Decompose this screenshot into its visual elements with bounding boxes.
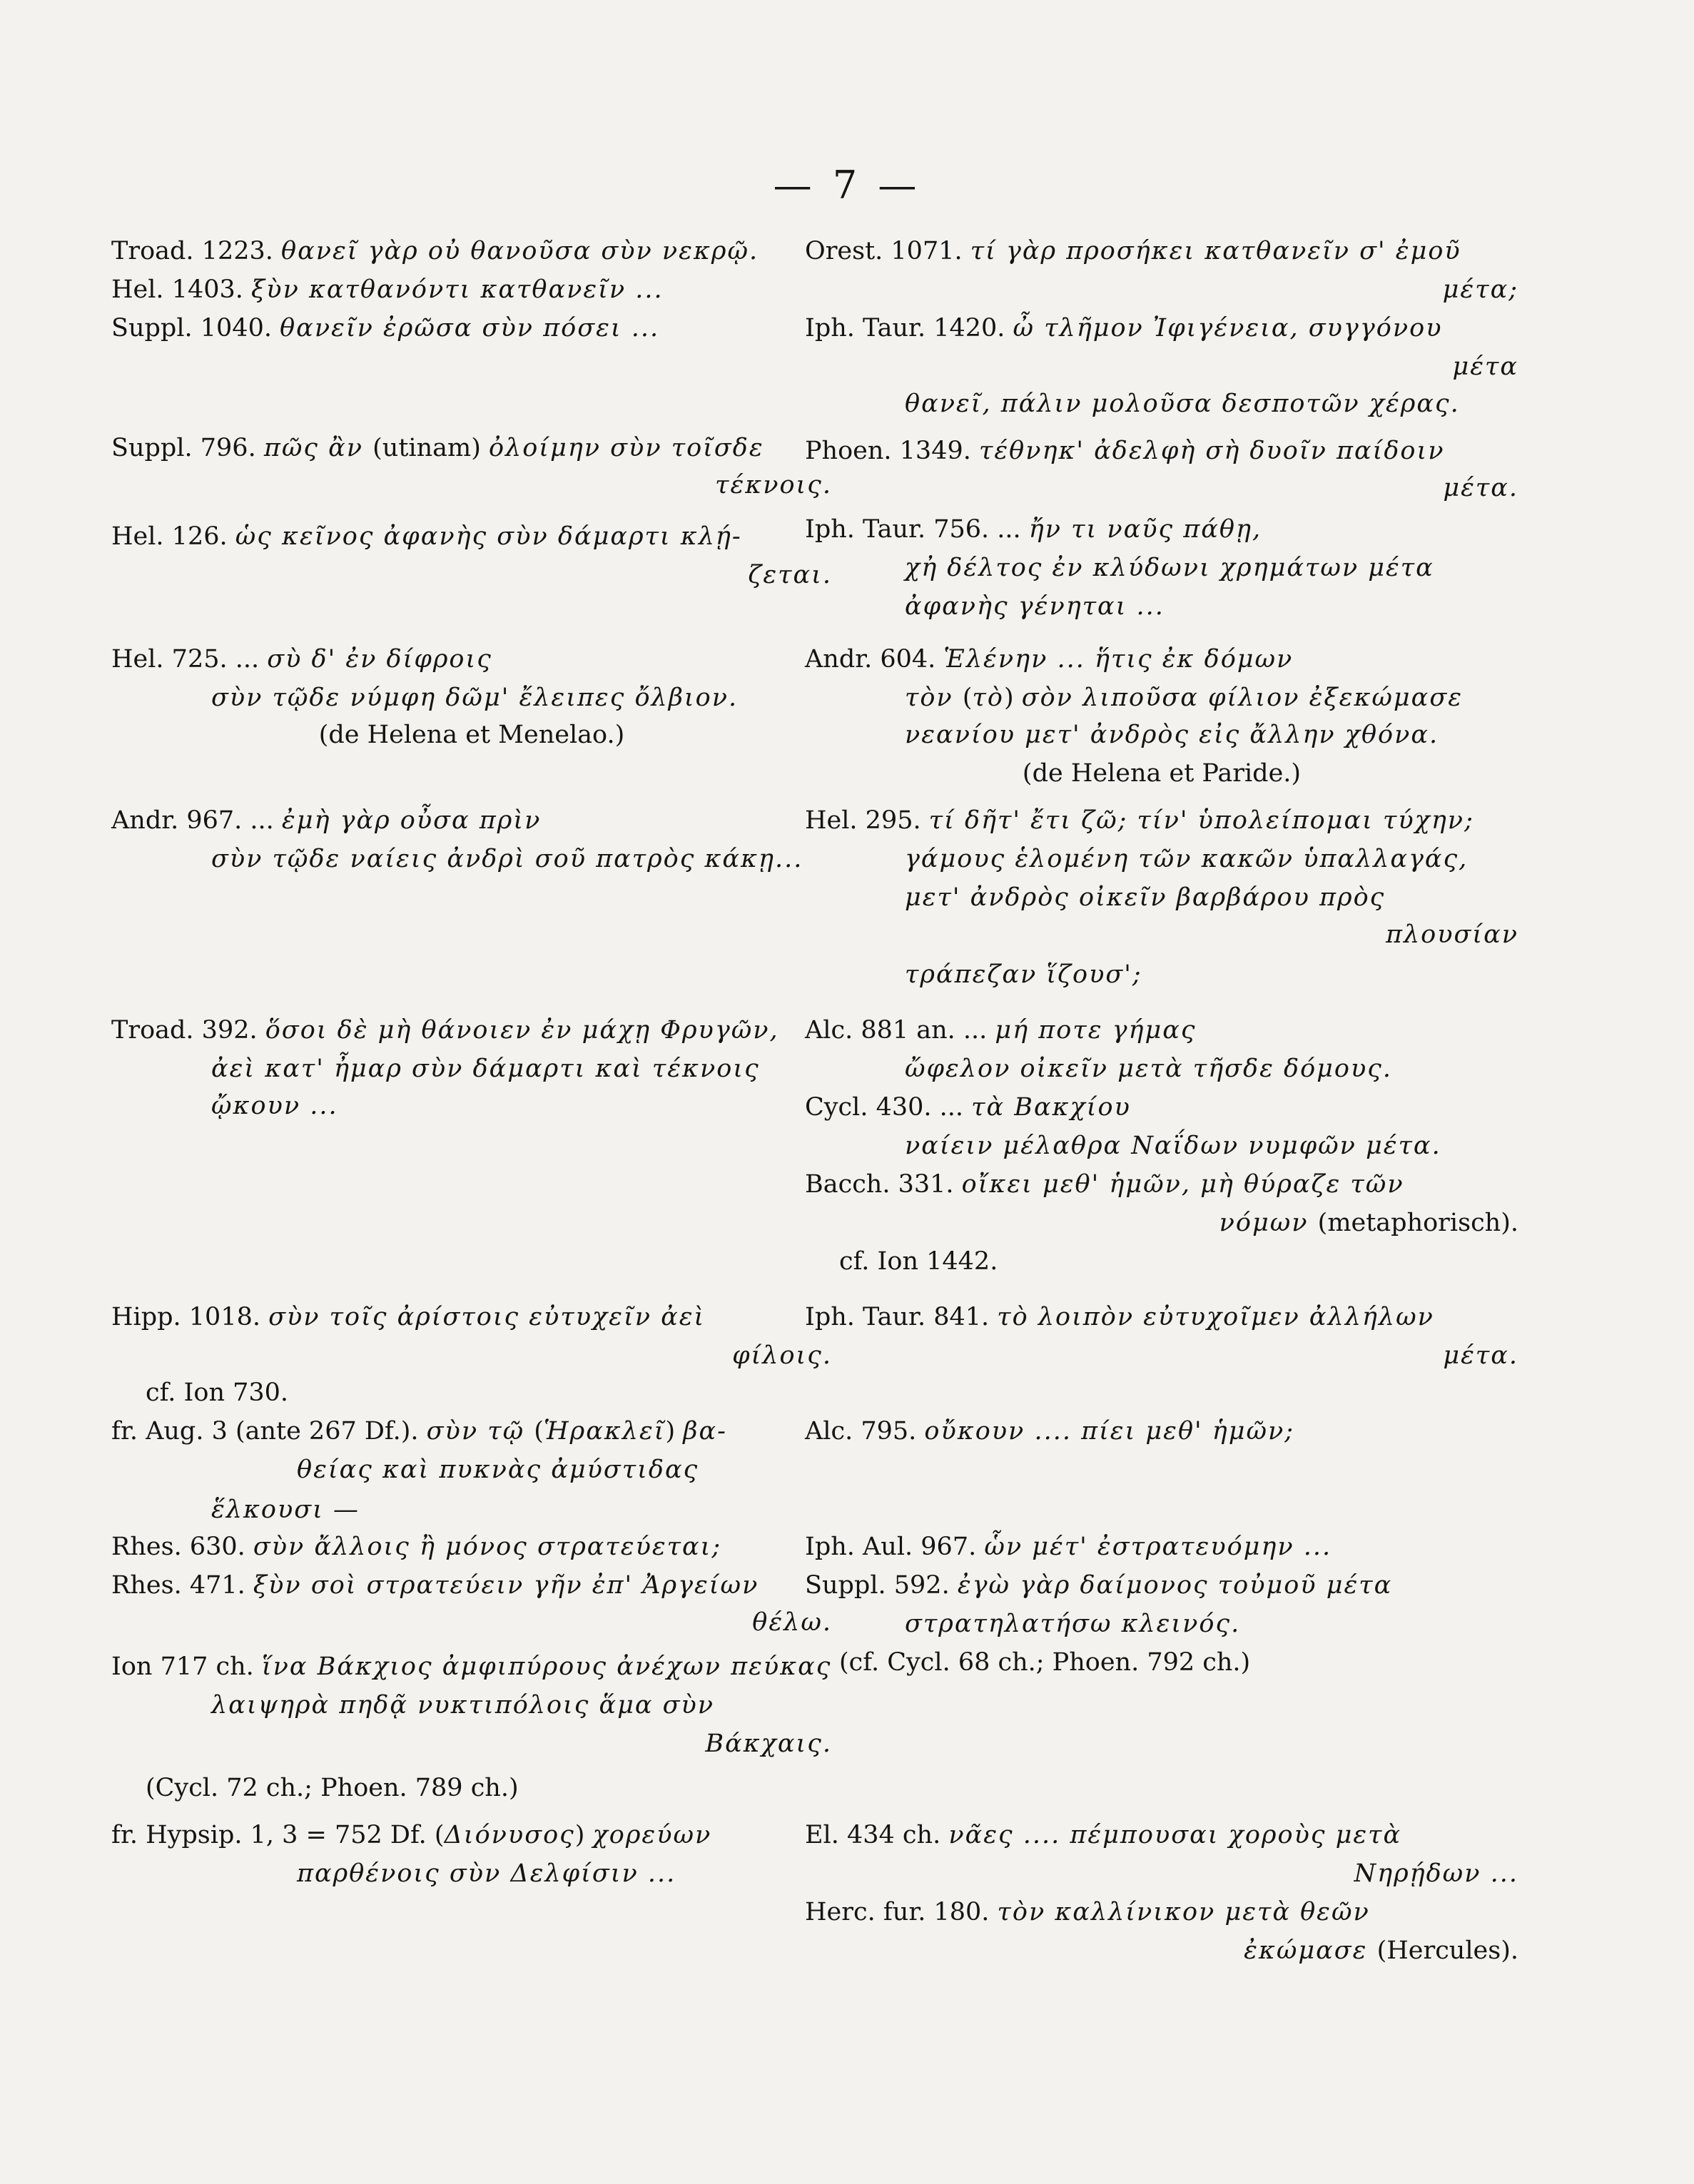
citation-line: Νηρῄδων ...	[1354, 1859, 1518, 1888]
citation-line: ἀεὶ κατ' ἦμαρ σὺν δάμαρτι καὶ τέκνοις	[211, 1055, 760, 1083]
citation-line: fr. Hypsip. 1, 3 = 752 Df. (Διόνυσος) χορεύων	[111, 1821, 712, 1849]
citation-line: Iph. Taur. 1420. ὦ τλῆμον Ἰφιγένεια, συγγόνου	[805, 314, 1443, 342]
citation-line: El. 434 ch. νᾶες .... πέμπουσαι χοροὺς μετὰ	[805, 1821, 1402, 1849]
citation-line: Ion 717 ch. ἵνα Βάκχιος ἀμφιπύρους ἀνέχων πεύκας	[111, 1652, 832, 1681]
citation-line: Rhes. 630. σὺν ἄλλοις ἢ μόνος στρατεύεται;	[111, 1533, 722, 1561]
citation-line: πλουσίαν	[1385, 920, 1518, 949]
citation-line: ἀφανὴς γένηται ...	[905, 592, 1165, 621]
citation-line: Iph. Taur. 841. τὸ λοιπὸν εὐτυχοῖμεν ἀλλήλων	[805, 1303, 1434, 1331]
citation-note: cf. Ion 730.	[146, 1378, 289, 1407]
citation-line: Alc. 795. οὔκουν .... πίει μεθ' ἡμῶν;	[805, 1417, 1295, 1446]
citation-line: Phoen. 1349. τέθνηκ' ἀδελφὴ σὴ δυοῖν παίδοιν	[805, 437, 1445, 465]
citation-line: Hel. 295. τί δῆτ' ἔτι ζῶ; τίν' ὑπολείπομαι τύχην;	[805, 806, 1474, 835]
citation-line: ζεται.	[748, 561, 832, 589]
citation-line: μέτα.	[1443, 474, 1518, 502]
citation-line: Βάκχαις.	[705, 1730, 832, 1758]
citation-line: Hel. 725. ... σὺ δ' ἐν δίφροις	[111, 645, 492, 674]
page-number: — 7 —	[773, 163, 921, 208]
citation-note: (cf. Cycl. 68 ch.; Phoen. 792 ch.)	[839, 1648, 1251, 1677]
citation-line: ᾤκουν ...	[211, 1092, 338, 1120]
citation-line: Alc. 881 an. ... μή ποτε γήμας	[805, 1016, 1197, 1045]
citation-line: μετ' ἀνδρὸς οἰκεῖν βαρβάρου πρὸς	[905, 883, 1386, 912]
citation-line: Hipp. 1018. σὺν τοῖς ἀρίστοις εὐτυχεῖν ἀεὶ	[111, 1303, 706, 1331]
citation-line: Iph. Aul. 967. ὧν μέτ' ἐστρατευόμην ...	[805, 1533, 1332, 1561]
citation-line: χἠ δέλτος ἐν κλύδωνι χρημάτων μέτα	[905, 554, 1434, 582]
citation-line: Andr. 604. Ἑλένην ... ἥτις ἐκ δόμων	[805, 645, 1294, 674]
citation-line: νεανίου μετ' ἀνδρὸς εἰς ἄλλην χθόνα.	[905, 721, 1439, 749]
citation-line: Suppl. 592. ἐγὼ γὰρ δαίμονος τοὐμοῦ μέτα	[805, 1571, 1393, 1600]
citation-line: θέλω.	[752, 1608, 832, 1637]
citation-line: σὺν τῷδε ναίεις ἀνδρὶ σοῦ πατρὸς κάκῃ...	[211, 845, 803, 873]
citation-line: Troad. 392. ὅσοι δὲ μὴ θάνοιεν ἐν μάχῃ Φρυγῶν,	[111, 1016, 779, 1045]
citation-line: Herc. fur. 180. τὸν καλλίνικον μετὰ θεῶν	[805, 1898, 1370, 1926]
citation-line: τέκνοις.	[715, 471, 832, 499]
citation-line: Hel. 126. ὡς κεῖνος ἀφανὴς σὺν δάμαρτι κλῄ-	[111, 522, 742, 551]
citation-line: θείας καὶ πυκνὰς ἀμύστιδας	[297, 1456, 699, 1484]
citation-line: Cycl. 430. ... τὰ Βακχίου	[805, 1093, 1131, 1122]
citation-line: Suppl. 796. πῶς ἂν (utinam) ὀλοίμην σὺν τοῖσδε	[111, 434, 764, 462]
citation-line: ἐκώμασε (Hercules).	[1244, 1936, 1518, 1965]
citation-line: τράπεζαν ἵζουσ';	[905, 960, 1142, 989]
citation-note: (de Helena et Paride.)	[1022, 759, 1302, 788]
citation-line: Hel. 1403. ξὺν κατθανόντι κατθανεῖν ...	[111, 275, 664, 304]
citation-line: τὸν (τὸ) σὸν λιποῦσα φίλιον ἐξεκώμασε	[905, 684, 1463, 712]
citation-line: ναίειν μέλαθρα Ναΐδων νυμφῶν μέτα.	[905, 1132, 1441, 1160]
citation-line: ἕλκουσι —	[211, 1495, 360, 1524]
citation-line: Orest. 1071. τί γὰρ προσήκει κατθανεῖν σ' ἐμοῦ	[805, 237, 1461, 265]
citation-line: μέτα	[1452, 352, 1518, 381]
citation-line: Iph. Taur. 756. ... ἤν τι ναῦς πάθῃ,	[805, 515, 1262, 544]
citation-line: στρατηλατήσω κλεινός.	[905, 1610, 1241, 1638]
citation-note: (de Helena et Menelao.)	[318, 721, 625, 749]
citation-line: Rhes. 471. ξὺν σοὶ στρατεύειν γῆν ἐπ' Ἀργείων	[111, 1571, 759, 1600]
citation-line: μέτα.	[1443, 1341, 1518, 1370]
citation-note: (Cycl. 72 ch.; Phoen. 789 ch.)	[146, 1774, 519, 1802]
citation-line: Andr. 967. ... ἐμὴ γὰρ οὖσα πρὶν	[111, 806, 542, 835]
citation-line: σὺν τῷδε νύμφη δῶμ' ἔλειπες ὄλβιον.	[211, 684, 739, 712]
citation-line: θανεῖ, πάλιν μολοῦσα δεσποτῶν χέρας.	[905, 390, 1460, 418]
citation-line: γάμους ἑλομένη τῶν κακῶν ὑπαλλαγάς,	[905, 845, 1469, 873]
citation-line: Suppl. 1040. θανεῖν ἐρῶσα σὺν πόσει ...	[111, 314, 660, 342]
citation-line: παρθένοις σὺν Δελφίσιν ...	[297, 1859, 676, 1888]
citation-line: ὤφελον οἰκεῖν μετὰ τῆσδε δόμους.	[905, 1055, 1392, 1083]
citation-line: λαιψηρὰ πηδᾷ νυκτιπόλοις ἅμα σὺν	[211, 1691, 715, 1720]
citation-note: cf. Ion 1442.	[839, 1247, 998, 1276]
citation-line: Bacch. 331. οἴκει μεθ' ἡμῶν, μὴ θύραζε τῶν	[805, 1170, 1404, 1199]
citation-line: fr. Aug. 3 (ante 267 Df.). σὺν τῷ (Ἡρακλεῖ) βα-	[111, 1417, 727, 1446]
citation-line: Troad. 1223. θανεῖ γὰρ οὐ θανοῦσα σὺν νεκρῷ.	[111, 237, 759, 265]
citation-line: φίλοις.	[732, 1341, 832, 1370]
citation-line: μέτα;	[1442, 275, 1518, 304]
citation-line: νόμων (metaphorisch).	[1219, 1209, 1518, 1237]
